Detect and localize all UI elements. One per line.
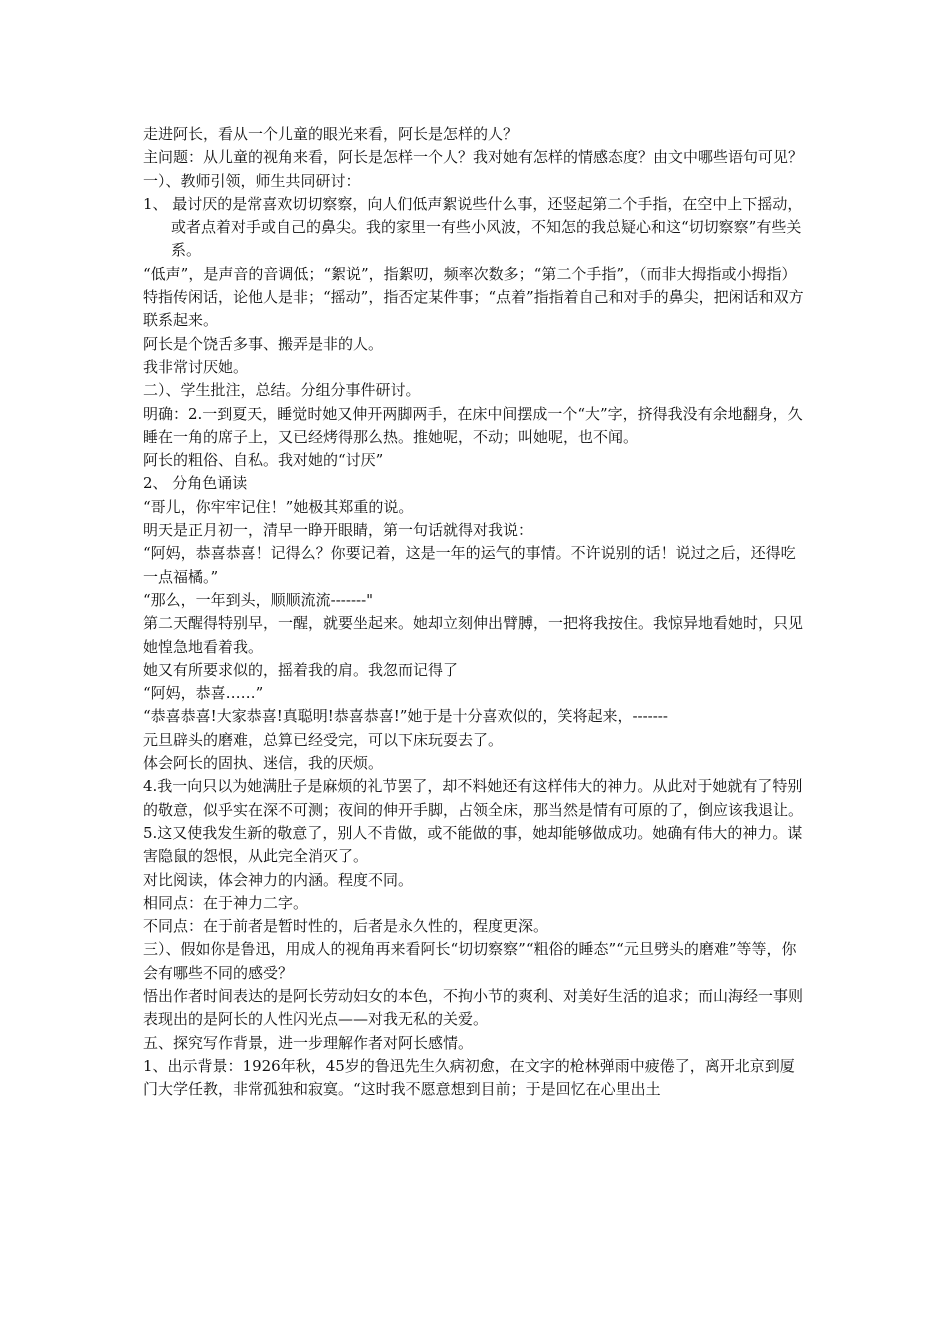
numbered-paragraph: 1、 最讨厌的是常喜欢切切察察，向人们低声絮说些什么事，还竖起第二个手指，在空中上下摇动，或者点着对手或自己的鼻尖。我的家里一有些小风波，不知怎的我总疑心和这“切切察察”有些关系。 [143, 194, 803, 260]
paragraph: “哥儿，你牢牢记住！”她极其郑重的说。 [143, 497, 414, 516]
section-heading: 一）、教师引领，师生共同研讨： [143, 171, 361, 190]
paragraph: 悟出作者时间表达的是阿长劳动妇女的本色，不拘小节的爽利、对美好生活的追求；而山海经一事则表现出的是阿长的人性闪光点——对我无私的关爱。 [143, 986, 804, 1029]
section-heading: 三）、假如你是鲁迅，用成人的视角再来看阿长“切切察察”“粗俗的睡态”“元旦劈头的磨难”等等，你会有哪些不同的感受？ [143, 940, 797, 982]
document-body [143, 123, 807, 1101]
paragraph: 元旦辟头的磨难，总算已经受完，可以下床玩耍去了。 [143, 730, 504, 749]
paragraph: 明天是正月初一，清早一睁开眼睛，第一句话就得对我说： [143, 521, 534, 540]
paragraph: 走进阿长，看从一个儿童的眼光来看，阿长是怎样的人？ [143, 125, 519, 143]
paragraph: “恭喜恭喜!大家恭喜!真聪明!恭喜恭喜!”她于是十分喜欢似的，笑将起来，------- [143, 707, 668, 726]
paragraph: “那么，一年到头，顺顺流流-------" [143, 590, 374, 609]
paragraph: 4.我一向只以为她满肚子是麻烦的礼节罢了，却不料她还有这样伟大的神力。从此对于她就有了特别的敬意，似乎实在深不可测；夜间的伸开手脚，占领全床，那当然是情有可原的了，倒应该我退让。 [143, 777, 804, 819]
paragraph: “低声”，是声音的音调低；“絮说”，指絮叨，频率次数多；“第二个手指”，（而非大拇指或小拇指）特指传闲话，论他人是非；“摇动”，指否定某件事；“点着”指指着自己和对手的鼻尖，把闲话和双方联系起来。 [143, 264, 804, 330]
paragraph: 5.这又使我发生新的敬意了，别人不肯做，或不能做的事，她却能够做成功。她确有伟大的神力。谋害隐鼠的怨恨，从此完全消灭了。 [143, 823, 803, 866]
paragraph: 第二天醒得特别早，一醒，就要坐起来。她却立刻伸出臂膊，一把将我按住。我惊异地看她时，只见她惶急地看着我。 [143, 614, 804, 656]
paragraph: 1、出示背景：1926年秋，45岁的鲁迅先生久病初愈，在文字的枪林弹雨中疲倦了，离开北京到厦门大学任教，非常孤独和寂寞。“这时我不愿意想到目前；于是回忆在心里出土 [143, 1056, 795, 1099]
paragraph: 我非常讨厌她。 [143, 357, 249, 376]
paragraph: 她又有所要求似的，摇着我的肩。我忽而记得了 [143, 660, 459, 679]
paragraph: 不同点：在于前者是暂时性的，后者是永久性的，程度更深。 [143, 917, 549, 936]
paragraph: 阿长是个饶舌多事、搬弄是非的人。 [143, 334, 384, 353]
paragraph: 体会阿长的固执、迷信，我的厌烦。 [143, 754, 384, 773]
paragraph: 主问题：从儿童的视角来看，阿长是怎样一个人？我对她有怎样的情感态度？由文中哪些语句可见？ [143, 148, 804, 167]
paragraph: 明确：2.一到夏天，睡觉时她又伸开两脚两手，在床中间摆成一个“大”字，挤得我没有余地翻身，久睡在一角的席子上，又已经烤得那么热。推她呢，不动；叫她呢，也不闻。 [143, 404, 803, 446]
paragraph: 相同点：在于神力二字。 [143, 893, 309, 912]
paragraph: 2、 分角色诵读 [143, 474, 248, 493]
paragraph: 对比阅读，体会神力的内涵。程度不同。 [143, 870, 414, 889]
paragraph: “阿妈，恭喜恭喜！记得么？你要记着，这是一年的运气的事情。不许说别的话！说过之后，还得吃一点福橘。” [143, 544, 796, 586]
section-heading: 二）、学生批注，总结。分组分事件研讨。 [143, 381, 421, 400]
paragraph: “阿妈，恭喜……” [143, 684, 264, 703]
section-heading: 五、探究写作背景，进一步理解作者对阿长感情。 [143, 1033, 474, 1052]
paragraph: 阿长的粗俗、自私。我对她的“讨厌” [143, 451, 384, 470]
